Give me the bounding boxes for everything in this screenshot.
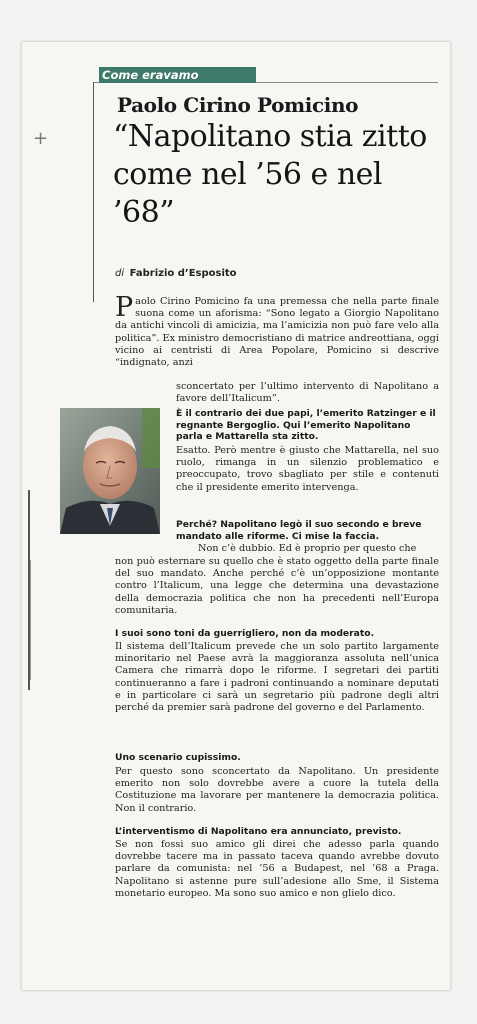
portrait-photo (60, 408, 160, 534)
interviewee-name: Paolo Cirino Pomicino (117, 93, 359, 117)
byline-author: Fabrizio d’Esposito (129, 268, 237, 279)
question-1: È il contrario dei due papi, l’emerito Ratzinger e il regnante Bergoglio. Qui l’emerito Napolitano parla e Mattarella sta zitto. (176, 408, 436, 443)
crop-mark: + (33, 128, 49, 149)
answer-2-head: Non c’è dubbio. Ed è proprio per questo che (198, 543, 417, 554)
section-kicker: Come eravamo (99, 67, 256, 83)
byline (115, 268, 237, 279)
answer-2: non può esternare su quello che è stato oggetto della parte finale del suo mandato. Anche perché c’è un’opposizione montante contro l’Italicum, una legge che determina una devastazione della democrazia politica che non ha precedenti nell’Europa comunitaria. (115, 556, 439, 616)
question-3: I suoi sono toni da guerrigliero, non da moderato. (115, 628, 375, 639)
answer-1: Esatto. Però mentre è giusto che Mattarella, nel suo ruolo, rimanga in un silenzio problematico e preoccupato, trovo sbagliato per stile e contenuti che il presidente emerito intervenga. (176, 445, 439, 493)
byline-prefix: di (115, 268, 125, 279)
answer-2-lead (176, 543, 439, 555)
intro-text: aolo Cirino Pomicino fa una premessa che nella parte finale suona come un aforisma: “Sono legato a Giorgio Napolitano da antichi vincoli di amicizia, ma l’amicizia non può fare velo alla politica”. Ex ministro democristiano di matrice andreottiana, oggi vicino ai centristi di Area Popolare, Pomicino si descrive “indignato, anzi (115, 296, 439, 369)
question-5: L’interventismo di Napolitano era annunciato, previsto. (115, 826, 402, 837)
intro-paragraph (115, 292, 439, 369)
answer-3: Il sistema dell’Italicum prevede che un solo partito largamente minoritario nel Paese avrà la maggioranza assoluta nell’unica Camera che rimarrà dopo le riforme. I segretari dei partiti continueranno a fare i padroni continuando a nominare deputati e in particolare ci sarà un segretario più padrone degli altri perché da premier sarà padrone del governo e del Parlamento. (115, 641, 439, 714)
binding-edge-inner (30, 560, 31, 680)
answer-4: Per questo sono sconcertato da Napolitano. Un presidente emerito non solo dovrebbe avere a cuore la tutela della Costituzione ma lavorare per mantenere la democrazia politica. Non il contrario. (115, 766, 439, 814)
answer-5: Se non fossi suo amico gli direi che adesso parla quando dovrebbe tacere ma in passato taceva quando avrebbe dovuto parlare da comunista: nel ’56 a Budapest, nel ’68 a Praga. Napolitano si astenne pure sull’adesione allo Sme, il Sistema monetario europeo. Ma sono suo amico e non glielo dico. (115, 839, 439, 899)
question-2: Perché? Napolitano legò il suo secondo e breve mandato alle riforme. Ci mise la faccia. (176, 519, 422, 542)
dropcap: P (115, 292, 134, 323)
headline: “Napolitano stia zitto come nel ’56 e nel ’68” (113, 119, 427, 230)
question-4: Uno scenario cupissimo. (115, 752, 241, 763)
headline-rule (93, 82, 94, 302)
intro-tail: sconcertato per l’ultimo intervento di Napolitano a favore dell’Italicum”. (176, 381, 439, 405)
